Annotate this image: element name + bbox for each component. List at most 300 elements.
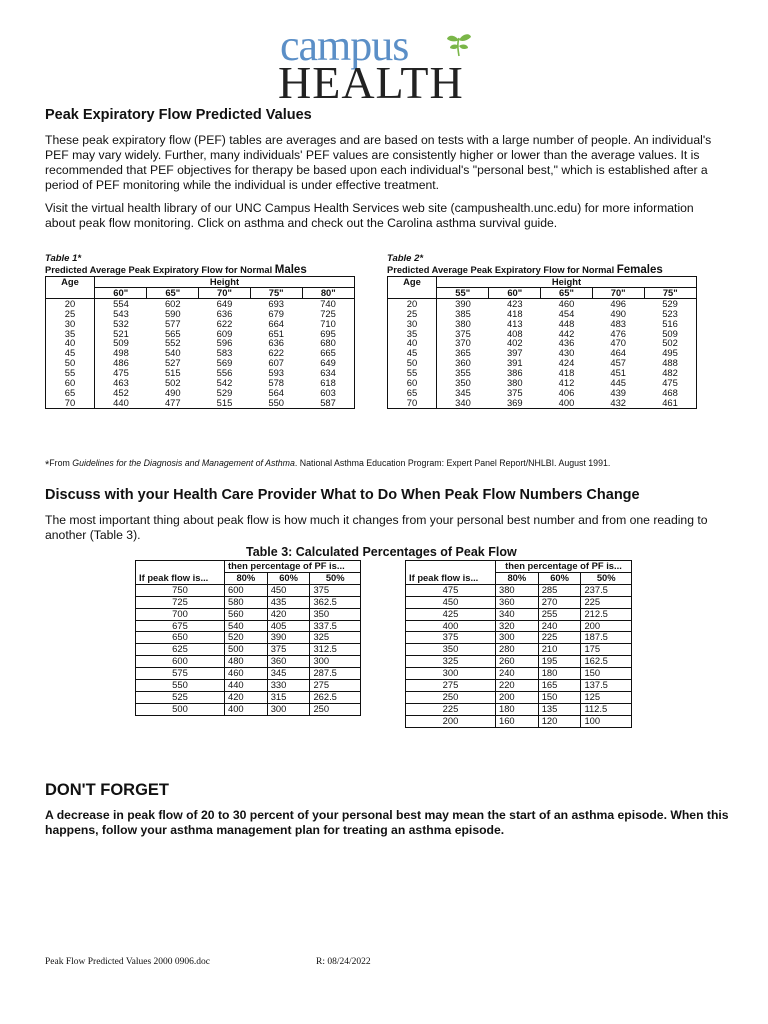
percent-cell: 287.5 bbox=[310, 668, 361, 680]
peak-flow-cell: 650 bbox=[136, 632, 225, 644]
height-col-header: 65" bbox=[541, 287, 593, 298]
table-row bbox=[46, 378, 355, 388]
pef-cell: 400 bbox=[541, 398, 593, 408]
percent-cell: 580 bbox=[225, 596, 268, 608]
percent-cell: 100 bbox=[581, 715, 632, 727]
if-header: If peak flow is... bbox=[136, 572, 225, 584]
pef-cell: 423 bbox=[506, 297, 523, 309]
age-cell: 20 bbox=[388, 298, 437, 308]
table-row bbox=[46, 368, 355, 378]
percent-cell: 325 bbox=[310, 632, 361, 644]
percent-cell: 300 bbox=[267, 703, 310, 715]
pef-cell: 495 bbox=[644, 348, 696, 358]
table-row bbox=[406, 715, 632, 727]
table3-right bbox=[405, 560, 632, 728]
pef-cell: 665 bbox=[302, 348, 354, 358]
table1-subtitle-text: Predicted Average Peak Expiratory Flow for Normal bbox=[45, 265, 273, 275]
pef-cell: 418 bbox=[558, 367, 575, 379]
pef-cell: 515 bbox=[164, 367, 181, 379]
pef-cell: 502 bbox=[644, 338, 696, 348]
percent-cell: 160 bbox=[496, 715, 539, 727]
table-row bbox=[406, 596, 632, 608]
table-row bbox=[388, 348, 697, 358]
peak-flow-cell: 600 bbox=[136, 656, 225, 668]
if-header-spacer bbox=[406, 561, 496, 573]
age-cell: 35 bbox=[388, 329, 437, 339]
table-row bbox=[406, 656, 632, 668]
percent-cell: 560 bbox=[225, 608, 268, 620]
peak-flow-cell: 400 bbox=[406, 620, 496, 632]
peak-flow-cell: 200 bbox=[406, 715, 496, 727]
table2-subtitle-text: Predicted Average Peak Expiratory Flow for Normal bbox=[387, 265, 615, 275]
height-col-header: 75" bbox=[250, 287, 302, 298]
percent-cell: 360 bbox=[496, 596, 539, 608]
height-col-header: 80" bbox=[302, 287, 354, 298]
age-header: Age bbox=[46, 277, 95, 299]
percent-cell: 280 bbox=[496, 644, 539, 656]
percent-cell: 150 bbox=[538, 691, 581, 703]
percent-cell: 375 bbox=[267, 644, 310, 656]
pef-cell: 470 bbox=[610, 337, 627, 349]
table-row bbox=[406, 680, 632, 692]
percent-cell: 260 bbox=[496, 656, 539, 668]
pef-cell: 556 bbox=[216, 367, 233, 379]
pef-cell: 436 bbox=[558, 337, 575, 349]
percent-cell: 420 bbox=[225, 691, 268, 703]
table-row bbox=[46, 319, 355, 329]
table2-females bbox=[387, 276, 697, 409]
campus-health-logo bbox=[276, 21, 476, 108]
intro-paragraph: These peak expiratory flow (PEF) tables are averages and are based on tests with a large number of people. An individual's PEF may vary widely. Further, many individuals' PEF values are consistently higher or lower than the average values. It is recommended that PEF objectives for therapy be based upon each individual's "personal best," which is established after a period of PEF monitoring while the individual is under effective treatment. bbox=[45, 133, 712, 192]
pef-cell: 375 bbox=[506, 386, 523, 398]
percent-cell: 330 bbox=[267, 680, 310, 692]
pef-cell: 468 bbox=[644, 388, 696, 398]
pef-cell: 636 bbox=[268, 337, 285, 349]
percent-cell: 350 bbox=[310, 608, 361, 620]
peak-flow-cell: 750 bbox=[136, 584, 225, 596]
then-header: then percentage of PF is... bbox=[496, 561, 632, 573]
pef-cell: 457 bbox=[610, 357, 627, 369]
percent-cell: 135 bbox=[538, 703, 581, 715]
table-row bbox=[136, 703, 361, 715]
percent-header: 50% bbox=[310, 572, 361, 584]
pef-cell: 475 bbox=[113, 367, 129, 379]
percent-cell: 540 bbox=[225, 620, 268, 632]
pef-cell: 418 bbox=[506, 307, 523, 319]
pef-cell: 527 bbox=[164, 357, 181, 369]
percent-cell: 250 bbox=[310, 703, 361, 715]
logo-word-health: HEALTH bbox=[278, 57, 464, 108]
pef-cell: 509 bbox=[113, 337, 129, 349]
pef-cell: 476 bbox=[610, 327, 627, 339]
peak-flow-cell: 450 bbox=[406, 596, 496, 608]
footer-filename: Peak Flow Predicted Values 2000 0906.doc bbox=[45, 957, 210, 967]
pef-cell: 486 bbox=[113, 357, 129, 369]
pef-cell: 649 bbox=[216, 297, 233, 309]
pef-cell: 430 bbox=[558, 347, 575, 359]
percent-cell: 420 bbox=[267, 608, 310, 620]
pef-cell: 516 bbox=[644, 319, 696, 329]
pef-cell: 509 bbox=[644, 329, 696, 339]
page-title: Peak Expiratory Flow Predicted Values bbox=[45, 107, 312, 123]
table-row bbox=[136, 644, 361, 656]
table-row bbox=[46, 298, 355, 308]
age-cell: 70 bbox=[46, 398, 95, 408]
footnote-source-title: Guidelines for the Diagnosis and Management of Asthma bbox=[72, 458, 295, 468]
peak-flow-cell: 250 bbox=[406, 691, 496, 703]
percent-cell: 435 bbox=[267, 596, 310, 608]
percent-cell: 405 bbox=[267, 620, 310, 632]
age-header: Age bbox=[388, 277, 437, 299]
percent-cell: 237.5 bbox=[581, 584, 632, 596]
pef-cell: 397 bbox=[506, 347, 523, 359]
percent-cell: 162.5 bbox=[581, 656, 632, 668]
pef-cell: 740 bbox=[302, 298, 354, 308]
percent-cell: 390 bbox=[267, 632, 310, 644]
table-row bbox=[406, 620, 632, 632]
table3-left bbox=[135, 560, 361, 716]
pef-cell: 578 bbox=[268, 377, 285, 389]
peak-flow-cell: 500 bbox=[136, 703, 225, 715]
age-cell: 50 bbox=[388, 358, 437, 368]
percent-header: 50% bbox=[581, 572, 632, 584]
pef-cell: 523 bbox=[644, 309, 696, 319]
table-row bbox=[46, 309, 355, 319]
age-cell: 20 bbox=[46, 298, 95, 308]
footnote-mark: * bbox=[45, 459, 50, 471]
percent-cell: 285 bbox=[538, 584, 581, 596]
pef-cell: 550 bbox=[250, 398, 302, 408]
table-row bbox=[388, 378, 697, 388]
peak-flow-cell: 700 bbox=[136, 608, 225, 620]
percent-cell: 500 bbox=[225, 644, 268, 656]
pef-cell: 365 bbox=[455, 347, 471, 359]
percent-header: 60% bbox=[538, 572, 581, 584]
pef-cell: 540 bbox=[164, 347, 181, 359]
percent-cell: 520 bbox=[225, 632, 268, 644]
peak-flow-cell: 350 bbox=[406, 644, 496, 656]
discuss-paragraph: The most important thing about peak flow is how much it changes from your personal best number and from one reading to another (Table 3). bbox=[45, 513, 708, 542]
height-col-header: 55" bbox=[437, 287, 489, 298]
pef-cell: 636 bbox=[216, 307, 233, 319]
percent-cell: 195 bbox=[538, 656, 581, 668]
table-row bbox=[406, 691, 632, 703]
table-row bbox=[136, 691, 361, 703]
pef-cell: 448 bbox=[558, 317, 575, 329]
peak-flow-cell: 550 bbox=[136, 680, 225, 692]
percent-cell: 400 bbox=[225, 703, 268, 715]
percent-cell: 180 bbox=[538, 668, 581, 680]
height-col-header: 60" bbox=[489, 287, 541, 298]
table2-subtitle bbox=[387, 264, 697, 276]
pef-cell: 340 bbox=[437, 398, 489, 408]
pef-cell: 603 bbox=[302, 388, 354, 398]
percent-cell: 187.5 bbox=[581, 632, 632, 644]
percent-cell: 345 bbox=[267, 668, 310, 680]
table-row bbox=[136, 680, 361, 692]
pef-cell: 370 bbox=[455, 337, 471, 349]
pef-cell: 432 bbox=[592, 398, 644, 408]
footnote bbox=[45, 458, 610, 471]
pef-cell: 583 bbox=[216, 347, 233, 359]
table3-title: Table 3: Calculated Percentages of Peak Flow bbox=[246, 545, 517, 559]
pef-cell: 350 bbox=[455, 377, 471, 389]
age-cell: 55 bbox=[388, 368, 437, 378]
pef-cell: 590 bbox=[164, 307, 181, 319]
pef-cell: 532 bbox=[113, 317, 129, 329]
pef-cell: 375 bbox=[455, 327, 471, 339]
percent-cell: 200 bbox=[496, 691, 539, 703]
pef-cell: 412 bbox=[558, 377, 575, 389]
percent-cell: 440 bbox=[225, 680, 268, 692]
percent-cell: 312.5 bbox=[310, 644, 361, 656]
pef-cell: 477 bbox=[147, 398, 199, 408]
table-row bbox=[388, 329, 697, 339]
table-row bbox=[388, 309, 697, 319]
pef-cell: 543 bbox=[113, 307, 129, 319]
pef-cell: 360 bbox=[455, 357, 471, 369]
age-cell: 25 bbox=[388, 309, 437, 319]
table-row bbox=[46, 338, 355, 348]
pef-cell: 369 bbox=[489, 398, 541, 408]
percent-cell: 380 bbox=[496, 584, 539, 596]
table-row bbox=[406, 703, 632, 715]
percent-cell: 240 bbox=[538, 620, 581, 632]
peak-flow-cell: 625 bbox=[136, 644, 225, 656]
pef-cell: 693 bbox=[268, 297, 285, 309]
if-header-spacer bbox=[136, 561, 225, 573]
visit-paragraph: Visit the virtual health library of our UNC Campus Health Services web site (campushealth.unc.edu) for more information about peak flow monitoring. Click on asthma and check out the Carolina asthma survival guide. bbox=[45, 201, 694, 230]
then-header: then percentage of PF is... bbox=[225, 561, 361, 573]
pef-cell: 542 bbox=[216, 377, 233, 389]
percent-cell: 600 bbox=[225, 584, 268, 596]
age-cell: 55 bbox=[46, 368, 95, 378]
table-row bbox=[406, 644, 632, 656]
percent-cell: 137.5 bbox=[581, 680, 632, 692]
height-col-header: 75" bbox=[644, 287, 696, 298]
footnote-rest: . National Asthma Education Program: Expert Panel Report/NHLBI. August 1991. bbox=[294, 458, 611, 468]
peak-flow-cell: 275 bbox=[406, 680, 496, 692]
table-row bbox=[136, 596, 361, 608]
percent-cell: 300 bbox=[496, 632, 539, 644]
table-row bbox=[136, 584, 361, 596]
age-cell: 45 bbox=[46, 348, 95, 358]
table-row bbox=[46, 358, 355, 368]
percent-cell: 200 bbox=[581, 620, 632, 632]
table-row bbox=[388, 398, 697, 408]
age-cell: 50 bbox=[46, 358, 95, 368]
percent-cell: 300 bbox=[310, 656, 361, 668]
height-col-header: 60" bbox=[95, 287, 147, 298]
pef-cell: 634 bbox=[302, 368, 354, 378]
pef-cell: 529 bbox=[216, 386, 233, 398]
table2-block bbox=[387, 253, 697, 409]
age-cell: 40 bbox=[46, 338, 95, 348]
percent-cell: 225 bbox=[538, 632, 581, 644]
logo-word-campus: campus bbox=[280, 21, 409, 70]
pef-cell: 463 bbox=[113, 377, 129, 389]
height-col-header: 65" bbox=[147, 287, 199, 298]
pef-cell: 725 bbox=[302, 309, 354, 319]
table-row bbox=[46, 388, 355, 398]
pef-cell: 442 bbox=[558, 327, 575, 339]
pef-cell: 464 bbox=[610, 347, 627, 359]
table-row bbox=[136, 608, 361, 620]
percent-cell: 450 bbox=[267, 584, 310, 596]
percent-cell: 480 bbox=[225, 656, 268, 668]
age-cell: 65 bbox=[388, 388, 437, 398]
age-cell: 70 bbox=[388, 398, 437, 408]
pef-cell: 596 bbox=[216, 337, 233, 349]
height-col-header: 70" bbox=[592, 287, 644, 298]
pef-cell: 445 bbox=[610, 377, 627, 389]
pef-cell: 649 bbox=[302, 358, 354, 368]
table-row bbox=[406, 668, 632, 680]
pef-cell: 496 bbox=[610, 297, 627, 309]
table-row bbox=[136, 656, 361, 668]
percent-cell: 165 bbox=[538, 680, 581, 692]
pef-cell: 680 bbox=[302, 338, 354, 348]
pef-cell: 452 bbox=[113, 386, 129, 398]
table2-sex: Females bbox=[616, 264, 663, 276]
age-cell: 60 bbox=[46, 378, 95, 388]
table-row bbox=[406, 632, 632, 644]
percent-header: 80% bbox=[496, 572, 539, 584]
pef-cell: 569 bbox=[216, 357, 233, 369]
percent-cell: 337.5 bbox=[310, 620, 361, 632]
pef-cell: 664 bbox=[268, 317, 285, 329]
table1-subtitle bbox=[45, 264, 355, 276]
table-row bbox=[136, 620, 361, 632]
age-cell: 30 bbox=[388, 319, 437, 329]
peak-flow-cell: 575 bbox=[136, 668, 225, 680]
pef-cell: 622 bbox=[268, 347, 285, 359]
percent-cell: 360 bbox=[267, 656, 310, 668]
percent-cell: 255 bbox=[538, 608, 581, 620]
pef-cell: 355 bbox=[455, 367, 471, 379]
pef-cell: 488 bbox=[644, 358, 696, 368]
age-cell: 25 bbox=[46, 309, 95, 319]
peak-flow-cell: 475 bbox=[406, 584, 496, 596]
table-row bbox=[388, 319, 697, 329]
pef-cell: 380 bbox=[455, 317, 471, 329]
pef-cell: 593 bbox=[268, 367, 285, 379]
table-row bbox=[406, 608, 632, 620]
age-cell: 35 bbox=[46, 329, 95, 339]
pef-cell: 461 bbox=[644, 398, 696, 408]
discuss-heading: Discuss with your Health Care Provider What to Do When Peak Flow Numbers Change bbox=[45, 487, 640, 503]
percent-cell: 275 bbox=[310, 680, 361, 692]
pef-cell: 554 bbox=[113, 297, 129, 309]
pef-cell: 710 bbox=[302, 319, 354, 329]
percent-cell: 270 bbox=[538, 596, 581, 608]
percent-cell: 362.5 bbox=[310, 596, 361, 608]
pef-cell: 482 bbox=[644, 368, 696, 378]
peak-flow-cell: 725 bbox=[136, 596, 225, 608]
pef-cell: 651 bbox=[268, 327, 285, 339]
table-row bbox=[388, 358, 697, 368]
percent-cell: 315 bbox=[267, 691, 310, 703]
dont-forget-text: A decrease in peak flow of 20 to 30 percent of your personal best may mean the start of an asthma episode. When this happens, follow your asthma management plan for treating an asthma episode. bbox=[45, 808, 729, 837]
percent-cell: 375 bbox=[310, 584, 361, 596]
height-col-header: 70" bbox=[199, 287, 251, 298]
percent-cell: 210 bbox=[538, 644, 581, 656]
table1-block bbox=[45, 253, 355, 409]
pef-cell: 502 bbox=[164, 377, 181, 389]
table2-caption: Table 2* bbox=[387, 253, 424, 264]
table-row bbox=[46, 329, 355, 339]
pef-cell: 454 bbox=[558, 307, 575, 319]
pef-cell: 695 bbox=[302, 329, 354, 339]
pef-cell: 406 bbox=[558, 386, 575, 398]
table-row bbox=[388, 338, 697, 348]
table-row bbox=[136, 668, 361, 680]
age-cell: 45 bbox=[388, 348, 437, 358]
pef-cell: 408 bbox=[506, 327, 523, 339]
pef-cell: 490 bbox=[610, 307, 627, 319]
pef-cell: 602 bbox=[164, 297, 181, 309]
pef-cell: 385 bbox=[455, 307, 471, 319]
age-cell: 30 bbox=[46, 319, 95, 329]
age-cell: 65 bbox=[46, 388, 95, 398]
pef-cell: 380 bbox=[506, 377, 523, 389]
percent-cell: 460 bbox=[225, 668, 268, 680]
pef-cell: 439 bbox=[610, 386, 627, 398]
pef-cell: 577 bbox=[164, 317, 181, 329]
table-row bbox=[388, 368, 697, 378]
pef-cell: 622 bbox=[216, 317, 233, 329]
peak-flow-cell: 325 bbox=[406, 656, 496, 668]
table-row bbox=[406, 584, 632, 596]
pef-cell: 345 bbox=[455, 386, 471, 398]
leaf-icon bbox=[444, 30, 474, 60]
pef-cell: 587 bbox=[302, 398, 354, 408]
percent-header: 80% bbox=[225, 572, 268, 584]
height-header: Height bbox=[437, 277, 697, 288]
pef-cell: 529 bbox=[644, 298, 696, 308]
pef-cell: 424 bbox=[558, 357, 575, 369]
pef-cell: 475 bbox=[644, 378, 696, 388]
table-row bbox=[46, 348, 355, 358]
if-header: If peak flow is... bbox=[406, 572, 496, 584]
pef-cell: 483 bbox=[610, 317, 627, 329]
pef-cell: 440 bbox=[95, 398, 147, 408]
peak-flow-cell: 375 bbox=[406, 632, 496, 644]
age-cell: 40 bbox=[388, 338, 437, 348]
footnote-prefix: From bbox=[49, 458, 73, 468]
percent-cell: 320 bbox=[496, 620, 539, 632]
pef-cell: 607 bbox=[268, 357, 285, 369]
percent-cell: 220 bbox=[496, 680, 539, 692]
dont-forget-heading: DON'T FORGET bbox=[45, 781, 169, 799]
peak-flow-cell: 525 bbox=[136, 691, 225, 703]
table1-males bbox=[45, 276, 355, 409]
peak-flow-cell: 425 bbox=[406, 608, 496, 620]
peak-flow-cell: 675 bbox=[136, 620, 225, 632]
percent-cell: 112.5 bbox=[581, 703, 632, 715]
pef-cell: 391 bbox=[506, 357, 523, 369]
pef-cell: 565 bbox=[164, 327, 181, 339]
percent-cell: 225 bbox=[581, 596, 632, 608]
peak-flow-cell: 225 bbox=[406, 703, 496, 715]
pef-cell: 609 bbox=[216, 327, 233, 339]
pef-cell: 460 bbox=[558, 297, 575, 309]
percent-cell: 125 bbox=[581, 691, 632, 703]
percent-cell: 180 bbox=[496, 703, 539, 715]
table-row bbox=[136, 632, 361, 644]
pef-cell: 402 bbox=[506, 337, 523, 349]
percent-cell: 340 bbox=[496, 608, 539, 620]
